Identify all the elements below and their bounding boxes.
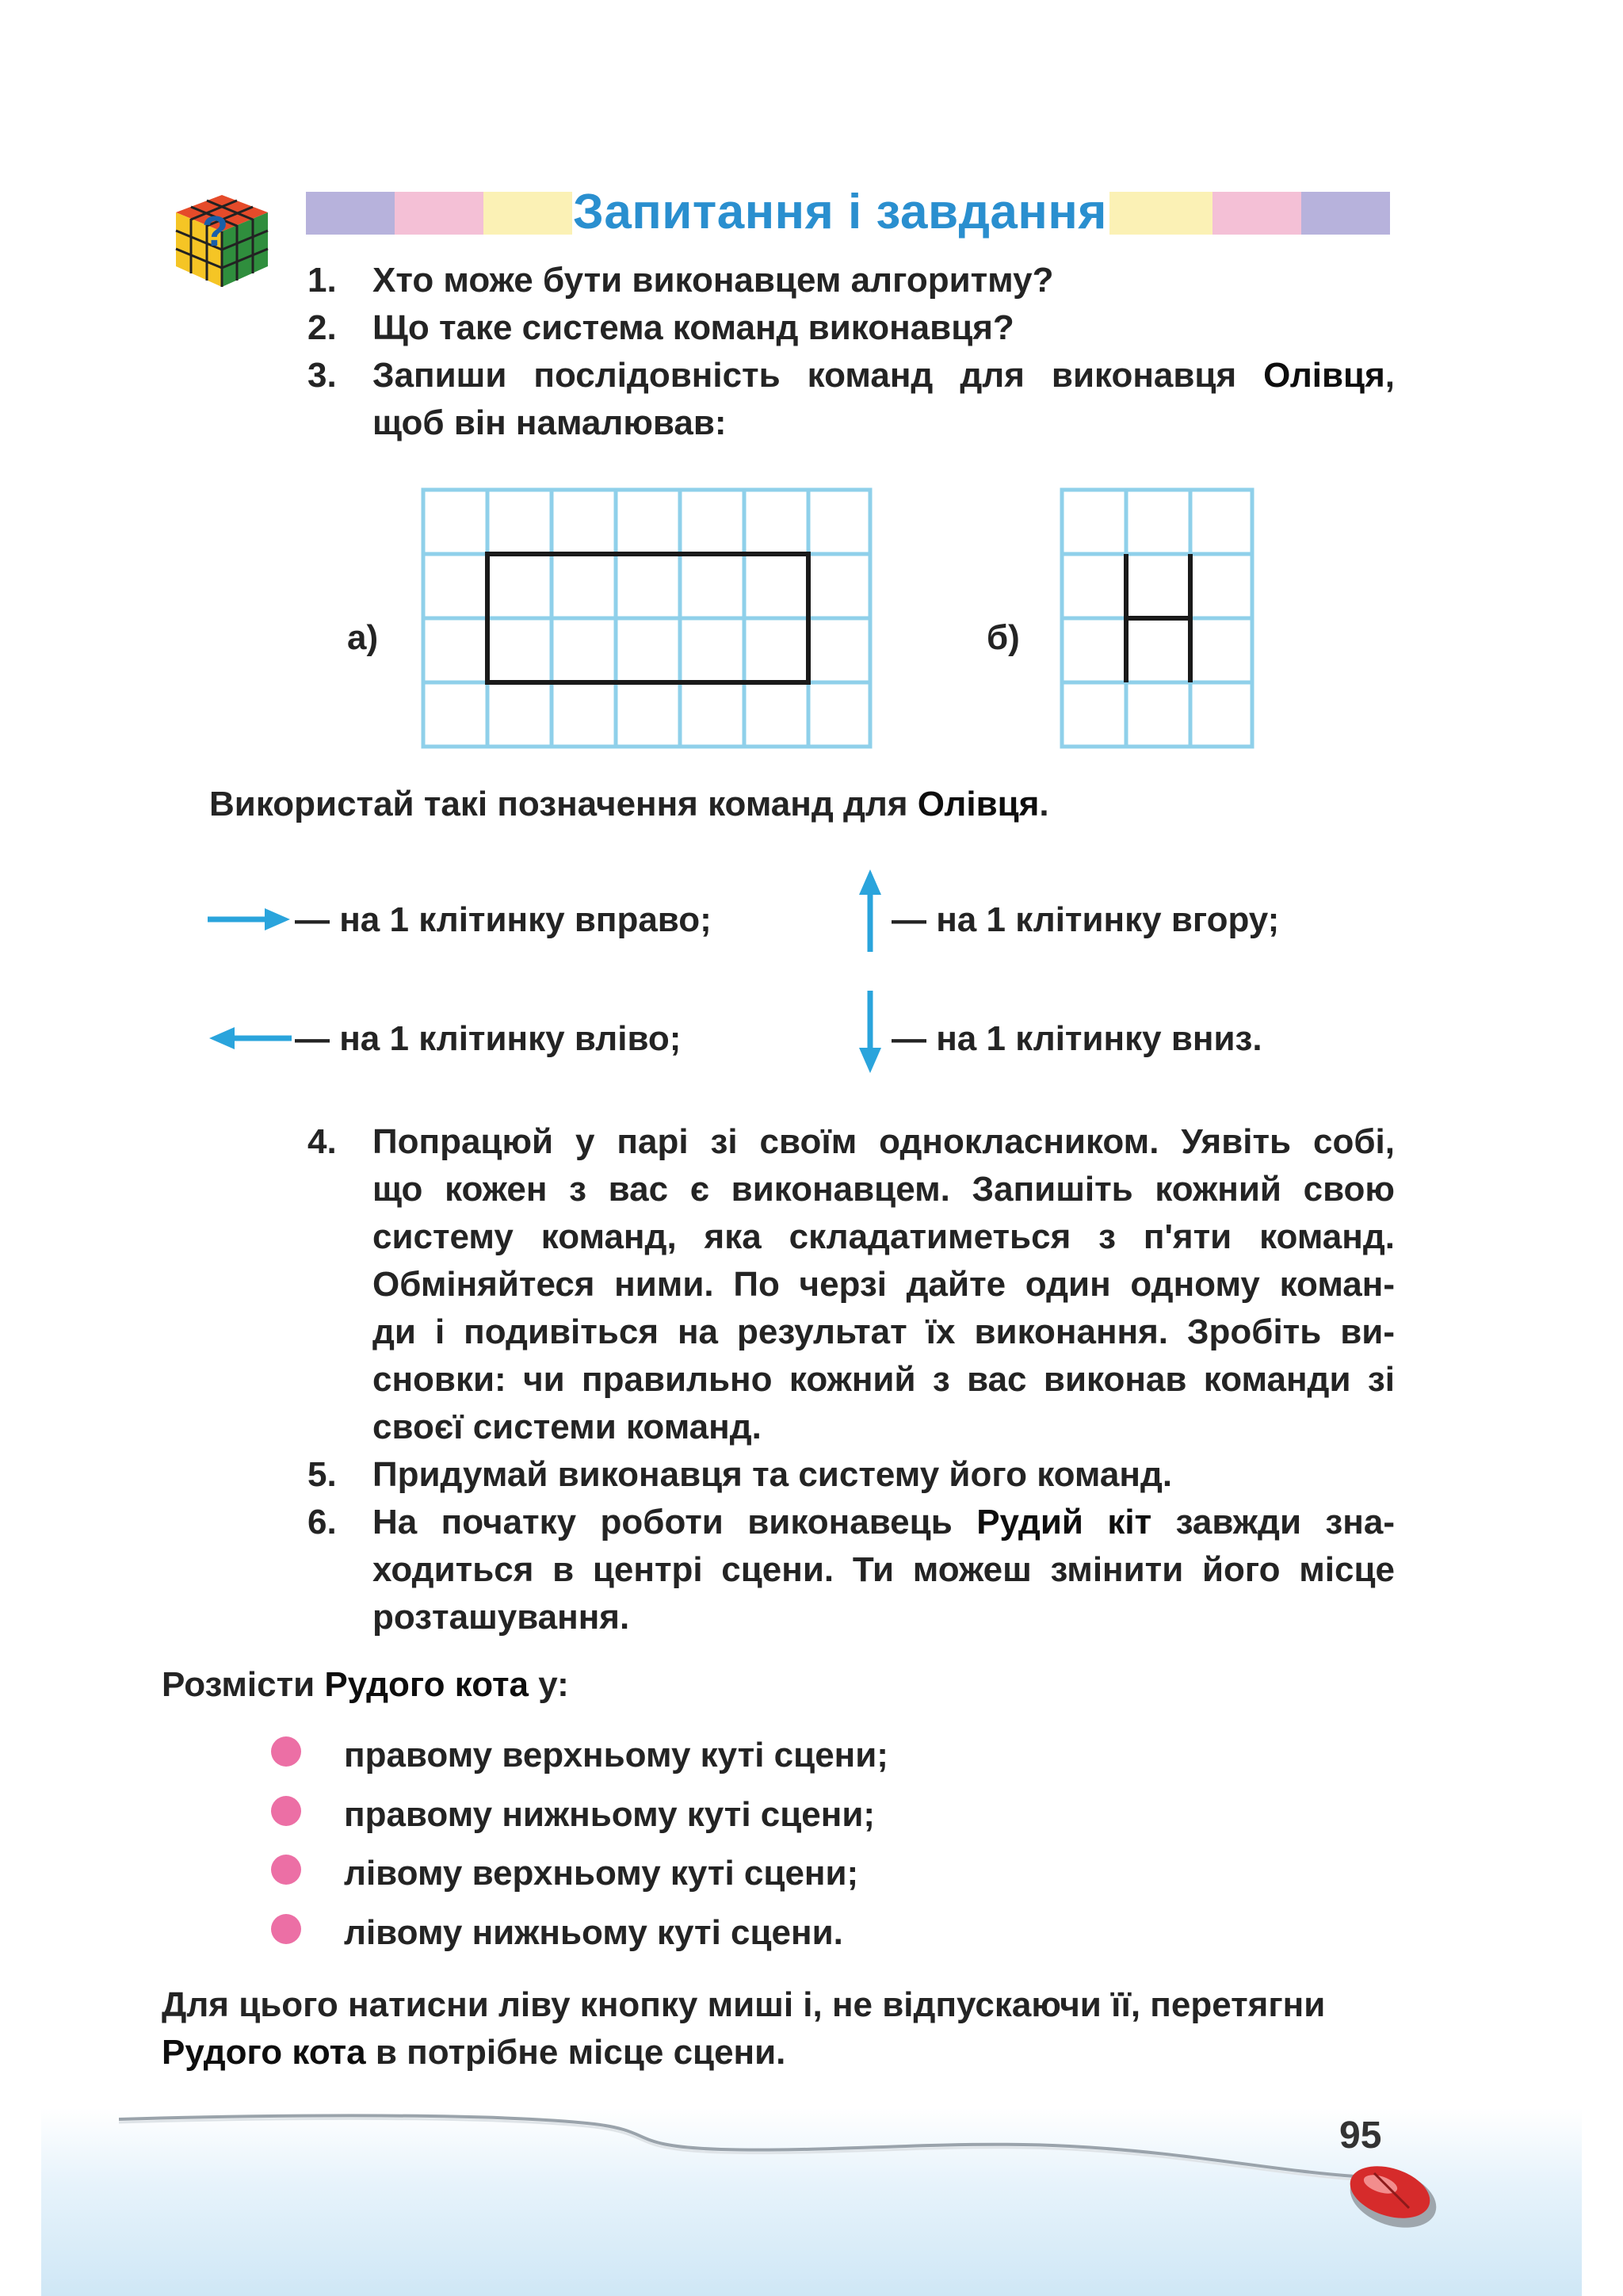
figure-a-grid [421,487,873,753]
bullet-item-4: лівому нижньому куті сцени. [344,1913,843,1952]
q6-line-2: ходиться в центрі сцени. Ти можеш змінити його місце [372,1550,1395,1589]
computer-mouse-icon [1339,2156,1442,2239]
bullet-icon [271,1914,301,1944]
arrow-up-icon [854,866,886,957]
q2-text: Що таке система команд виконавця? [372,308,1014,347]
q1-text: Хто може бути виконавцем алгоритму? [372,261,1054,300]
place-instruction: Розмісти Рудого кота у: [162,1665,569,1704]
header-bar-lilac-left [306,192,395,235]
q6-line-3: розташування. [372,1598,630,1637]
bullet-icon [271,1796,301,1826]
header-icon [166,189,277,292]
svg-text:?: ? [202,208,228,255]
section-title: Запитання і завдання [573,185,1107,239]
legend-up-text: — на 1 клітинку вгору; [892,900,1280,939]
q4-line-4: Обміняйтеся ними. По черзі дайте один одному коман- [372,1265,1395,1304]
q4-number: 4. [307,1122,337,1161]
header-bar-yellow-left [483,192,572,235]
final-instruction-line-2: Рудого кота в потрібне місце сцени. [162,2033,786,2072]
q4-line-5: ди і подивіться на результат їх виконання. Зробіть ви- [372,1312,1395,1351]
q3-line-2: щоб він намалював: [372,403,727,442]
q6-number: 6. [307,1503,337,1541]
figure-b-grid [1060,487,1254,753]
q3-number: 3. [307,356,337,395]
q3-line-1: Запиши послідовність команд для виконавця Олівця, [372,356,1395,395]
q4-line-7: своєї системи команд. [372,1408,762,1446]
legend-left-text: — на 1 клітинку вліво; [295,1019,682,1058]
bullet-icon [271,1855,301,1885]
page-number: 95 [1339,2115,1382,2157]
q4-line-2: що кожен з вас є виконавцем. Запишіть кожний свою [372,1170,1395,1209]
header-bar-yellow-right [1109,192,1212,235]
q5-text: Придумай виконавця та систему його команд. [372,1455,1173,1494]
header-bar-lilac-right [1301,192,1390,235]
legend-intro: Використай такі позначення команд для Олівця. [209,785,1049,823]
rubik-cube-question-icon [166,189,277,292]
header-bar-pink-left [395,192,483,235]
q4-line-1: Попрацюй у парі зі своїм однокласником. Уявіть собі, [372,1122,1395,1161]
arrow-right-icon [206,904,293,939]
bullet-item-1: правому верхньому куті сцени; [344,1736,888,1775]
bullet-item-3: лівому верхньому куті сцени; [344,1854,859,1893]
legend-right-text: — на 1 клітинку вправо; [295,900,712,939]
q4-line-3: систему команд, яка складатиметься з п'яти команд. [372,1217,1395,1256]
mouse-cable-decoration [119,2100,1387,2199]
header-bar-pink-right [1212,192,1301,235]
q2-number: 2. [307,308,337,347]
final-instruction-line-1: Для цього натисни ліву кнопку миші і, не відпускаючи її, перетягни [162,1985,1326,2024]
bullet-icon [271,1736,301,1767]
q5-number: 5. [307,1455,337,1494]
figure-a-label: а) [347,618,379,657]
figure-b-label: б) [987,618,1020,657]
figure-b-letter-h [1126,554,1190,682]
arrow-down-icon [854,989,886,1080]
arrow-left-icon [206,1022,293,1058]
q6-line-1: На початку роботи виконавець Рудий кіт завжди зна- [372,1503,1395,1541]
bullet-item-2: правому нижньому куті сцени; [344,1795,876,1834]
legend-down-text: — на 1 клітинку вниз. [892,1019,1262,1058]
q1-number: 1. [307,261,337,300]
q4-line-6: сновки: чи правильно кожний з вас виконав команди зі [372,1360,1395,1399]
